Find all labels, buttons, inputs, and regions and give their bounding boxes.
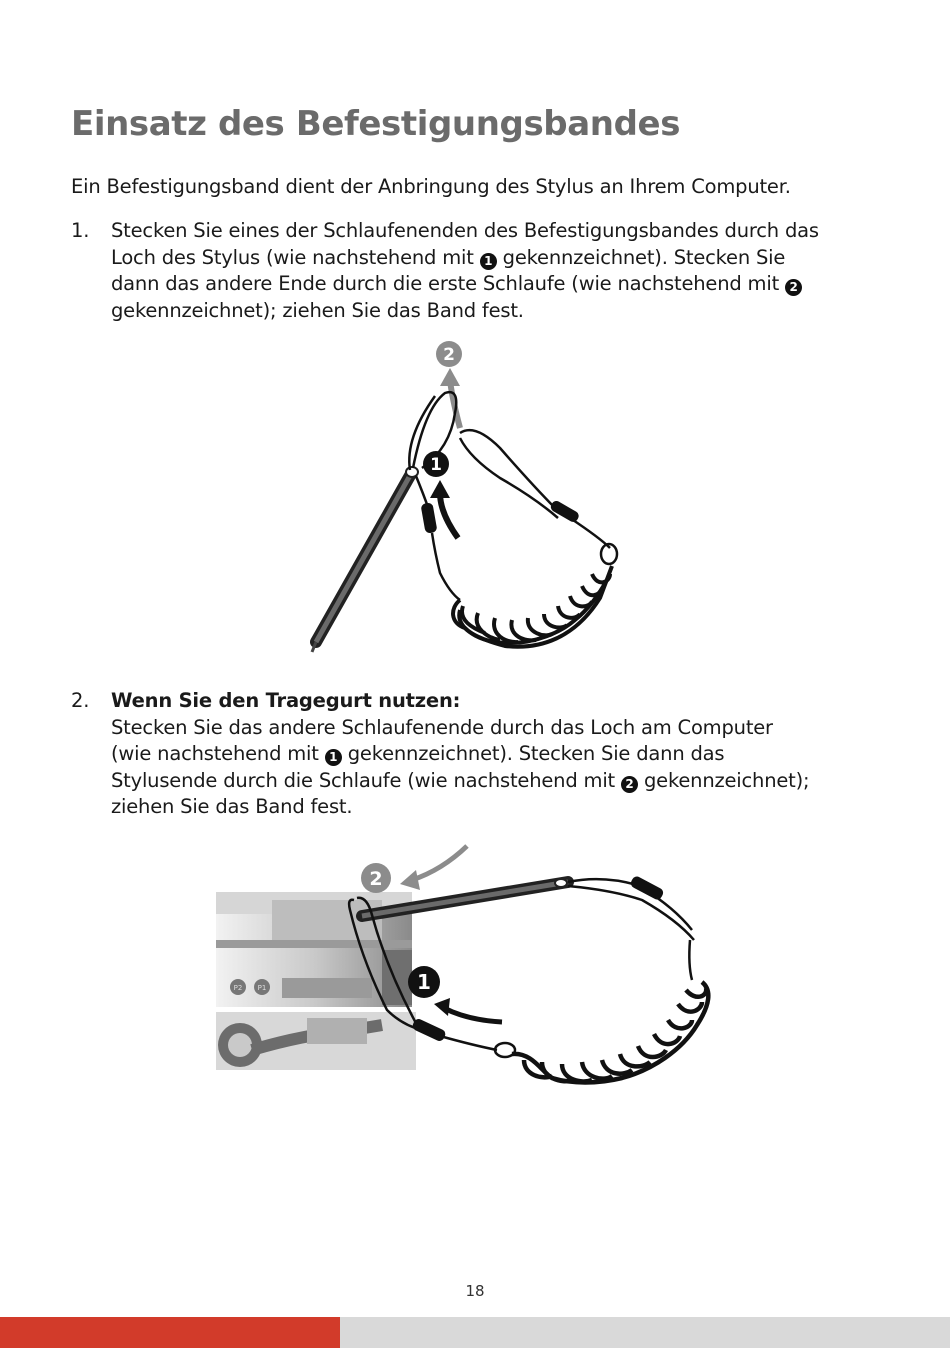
arrow-one-icon bbox=[444, 1008, 502, 1022]
step-number: 2. bbox=[71, 689, 90, 712]
stylus-icon bbox=[312, 467, 418, 652]
step-text: gekennzeichnet); bbox=[643, 768, 810, 792]
page-title: Einsatz des Befestigungsbandes bbox=[71, 104, 681, 144]
step-line: gekennzeichnet); ziehen Sie das Band fest. bbox=[111, 298, 524, 322]
step-text: dann das andere Ende durch die erste Schlaufe (wie nachstehend mit bbox=[111, 272, 780, 295]
svg-text:1: 1 bbox=[417, 970, 431, 994]
computer-icon bbox=[216, 892, 416, 1070]
figure-marker-one-icon bbox=[408, 966, 440, 998]
figure-stylus-tether bbox=[300, 338, 645, 660]
step-line: ziehen Sie das Band fest. bbox=[111, 795, 353, 818]
figure-marker-one-icon bbox=[423, 451, 449, 477]
step-body bbox=[111, 218, 901, 324]
marker-two-icon: 2 bbox=[785, 279, 802, 296]
svg-text:2: 2 bbox=[369, 868, 383, 890]
step-body bbox=[111, 688, 901, 821]
step-text: Loch des Stylus (wie nachstehend mit bbox=[111, 245, 474, 269]
page-number: 18 bbox=[465, 1282, 485, 1300]
arrow-one-icon bbox=[440, 493, 458, 538]
figure-marker-two-icon bbox=[361, 863, 391, 893]
footer-accent-bar bbox=[0, 1317, 340, 1348]
marker-one-icon: 1 bbox=[325, 749, 342, 766]
step-text: (wie nachstehend mit bbox=[111, 742, 319, 765]
step-heading: Wenn Sie den Tragegurt nutzen: bbox=[111, 689, 461, 712]
step-line bbox=[111, 245, 901, 272]
intro-paragraph: Ein Befestigungsband dient der Anbringung des Stylus an Ihrem Computer. bbox=[71, 175, 791, 198]
step-line bbox=[111, 768, 901, 795]
step-1 bbox=[71, 218, 891, 328]
svg-text:2: 2 bbox=[443, 345, 455, 365]
svg-text:1: 1 bbox=[430, 455, 442, 475]
coiled-cord-icon bbox=[453, 566, 612, 647]
footer-gray-bar bbox=[340, 1317, 950, 1348]
button-label-p1: P1 bbox=[257, 984, 267, 992]
figure-marker-two-icon bbox=[436, 341, 462, 367]
step-line: Stecken Sie eines der Schlaufenenden des Befestigungsbandes durch das bbox=[111, 219, 819, 242]
step-2 bbox=[71, 688, 891, 828]
step-number: 1. bbox=[71, 219, 90, 242]
marker-two-icon: 2 bbox=[621, 776, 638, 793]
step-line bbox=[111, 741, 901, 768]
marker-one-icon: 1 bbox=[480, 253, 497, 270]
coiled-cord-icon bbox=[512, 982, 708, 1083]
step-line: Stecken Sie das andere Schlaufenende durch das Loch am Computer bbox=[111, 715, 773, 739]
arrow-two-icon bbox=[412, 846, 467, 880]
step-text: gekennzeichnet). Stecken Sie dann das bbox=[347, 742, 725, 765]
step-text: Stylusende durch die Schlaufe (wie nachstehend mit bbox=[111, 768, 615, 792]
button-label-p2: P2 bbox=[233, 984, 243, 992]
step-text: gekennzeichnet). Stecken Sie bbox=[502, 245, 786, 269]
figure-computer-tether bbox=[212, 840, 722, 1115]
step-line bbox=[111, 271, 901, 298]
